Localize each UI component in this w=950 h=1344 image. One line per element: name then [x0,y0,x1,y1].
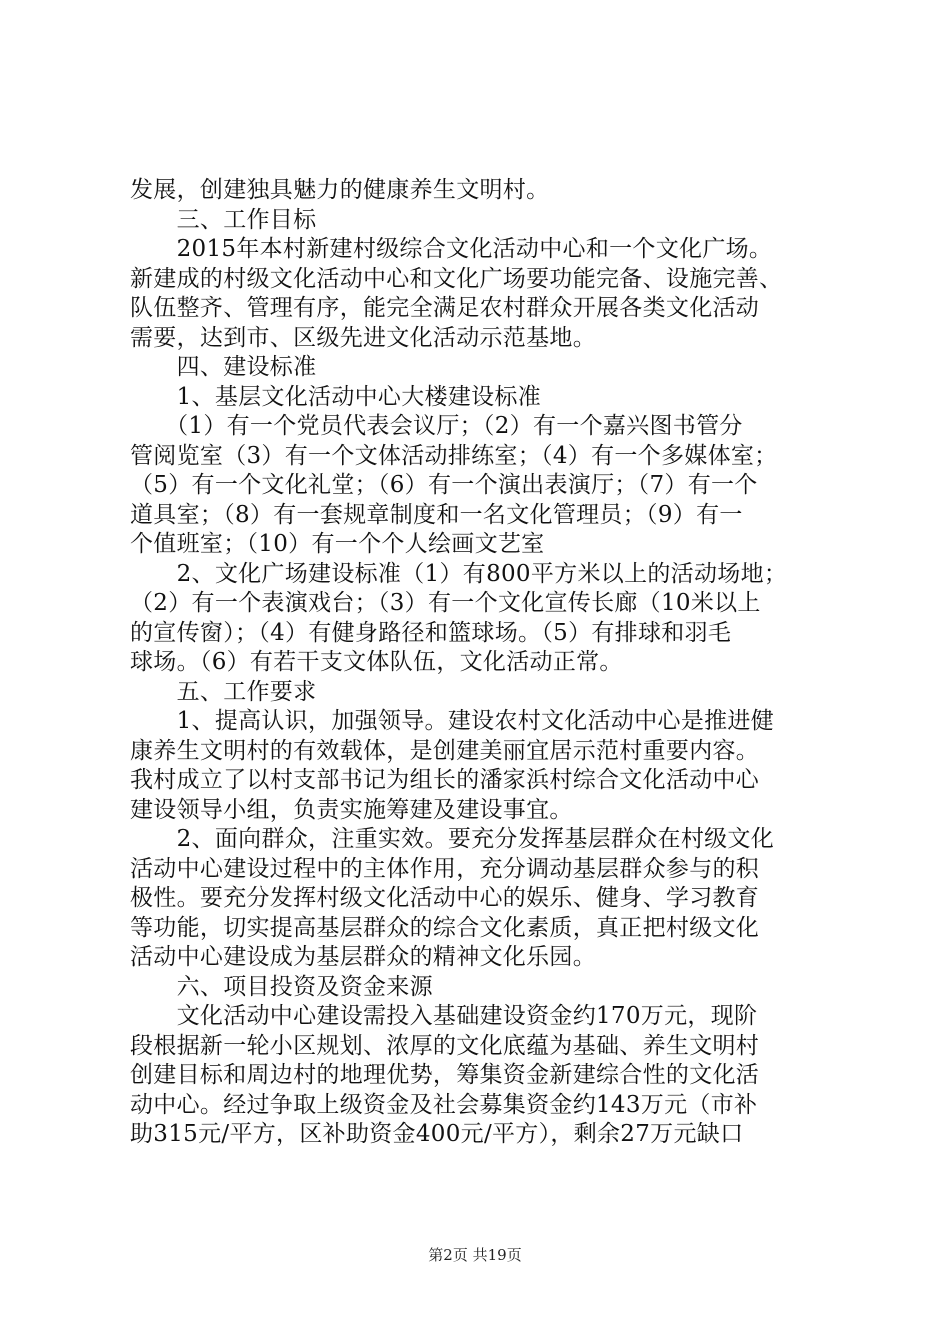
text-line: 极性。要充分发挥村级文化活动中心的娱乐、健身、学习教育 [130,885,760,911]
text-line: 文化活动中心建设需投入基础建设资金约170万元，现阶 [130,1003,758,1029]
text-line: 三、工作目标 [130,206,317,233]
text-line: 四、建设标准 [130,354,317,380]
text-line: 2、面向群众，注重实效。要充分发挥基层群众在村级文化 [130,826,775,852]
text-line: 建设领导小组，负责实施筹建及建设事宜。 [130,796,573,823]
text-line: 1、提高认识，加强领导。建设农村文化活动中心是推进健 [130,708,775,734]
page-footer [0,1244,950,1265]
text-line: 1、基层文化活动中心大楼建设标准 [130,383,542,410]
text-line: 管阅览室（3）有一个文体活动排练室；（4）有一个多媒体室； [130,442,778,469]
text-line: 2、文化广场建设标准（1）有800平方米以上的活动场地； [130,560,788,587]
text-line: （5）有一个文化礼堂；（6）有一个演出表演厅；（7）有一个 [130,472,758,498]
text-line: 助315元/平方，区补助资金400元/平方），剩余27万元缺口 [130,1121,744,1147]
text-line: 2015年本村新建村级综合文化活动中心和一个文化广场。 [130,236,773,262]
text-line: （2）有一个表演戏台；（3）有一个文化宣传长廊（10米以上 [130,590,761,616]
text-line: 发展，创建独具魅力的健康养生文明村。 [130,177,550,203]
text-line: 段根据新一轮小区规划、浓厚的文化底蕴为基础、养生文明村 [130,1032,760,1059]
text-line: 五、工作要求 [130,678,317,705]
text-line: 个值班室；（10）有一个个人绘画文艺室 [130,531,545,557]
text-line: 球场。（6）有若干支文体队伍，文化活动正常。 [130,649,623,675]
text-line: 六、项目投资及资金来源 [130,973,433,1000]
text-line: 动中心。经过争取上级资金及社会募集资金约143万元（市补 [130,1091,758,1118]
text-line: 新建成的村级文化活动中心和文化广场要功能完备、设施完善、 [130,265,783,292]
text-line: （1）有一个党员代表会议厅；（2）有一个嘉兴图书管分 [130,413,743,439]
page-number-indicator: 第2页 共19页 [428,1246,522,1264]
text-line: 等功能，切实提高基层群众的综合文化素质，真正把村级文化 [130,914,760,941]
text-line: 需要，达到市、区级先进文化活动示范基地。 [130,324,596,351]
text-line: 康养生文明村的有效载体，是创建美丽宜居示范村重要内容。 [130,737,760,764]
text-line: 创建目标和周边村的地理优势，筹集资金新建综合性的文化活 [130,1062,760,1088]
text-line: 道具室；（8）有一套规章制度和一名文化管理员；（9）有一 [130,501,743,528]
text-line: 活动中心建设成为基层群众的精神文化乐园。 [130,944,596,970]
text-line: 我村成立了以村支部书记为组长的潘家浜村综合文化活动中心 [130,767,760,793]
text-line: 的宣传窗）；（4）有健身路径和篮球场。（5）有排球和羽毛 [130,619,732,646]
text-line: 活动中心建设过程中的主体作用，充分调动基层群众参与的积 [130,855,760,882]
document-body [130,176,830,1150]
text-line: 队伍整齐、管理有序，能完全满足农村群众开展各类文化活动 [130,295,760,321]
